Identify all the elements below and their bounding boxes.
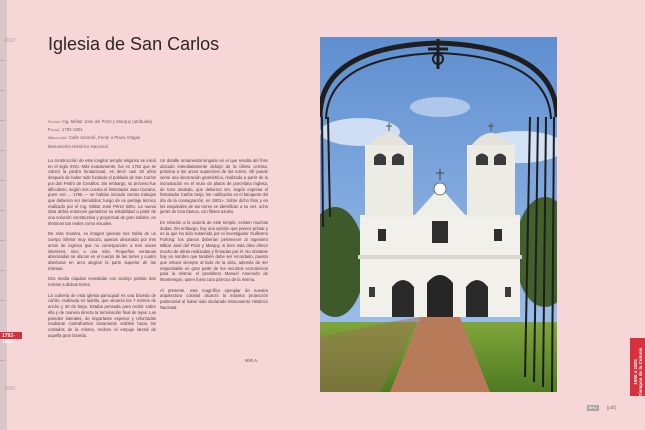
timeline-tick (0, 210, 5, 211)
author-signature: W.R.A. (245, 358, 259, 363)
timeline-tick (0, 90, 5, 91)
publisher-badge: BHU (588, 405, 598, 410)
paragraph: Dos media cúpulas revestidas con azulejo partido dan remate a dichas torres. (48, 276, 156, 288)
left-tower (365, 145, 413, 217)
meta-status: Monumento Histórico Nacional (48, 143, 108, 149)
tower-window (476, 154, 488, 166)
facade-window (494, 229, 502, 241)
meta-location-value: Calle Sarandí, frente a Plaza Artigas (68, 135, 141, 141)
meta-author-label: Autor: (48, 119, 62, 124)
tower-window (374, 154, 386, 166)
page-title: Iglesia de San Carlos (48, 34, 220, 54)
side-door (466, 280, 488, 317)
side-tab-period: 1680 a 1825 (633, 359, 638, 385)
timeline-active-period: 1792-1801 (2, 333, 15, 345)
paragraph: Un detalle ornamental singular es el que resulta del friso ubicado inmediatamente debajo de la última cornisa, próxima a los arcos superiores de las torres. Allí puede verse una decoración geométrica, realizada a partir de la incrustación en el muro de platos de porcelana inglesa, de tono azulado, que debieron ser, según expresa el historiador Carlos Seijo, los «utilizados en el banquete del día de la consagración, en 1801». Sobre dicho friso y en los esquinales de las torres se identifican a su vez, ocho jarras de loza blanca, con filetes azules. (160, 158, 268, 215)
tower-window (392, 154, 404, 166)
meta-author-value: Ing. Militar José del Pozo y Marquy (atribuida) (62, 119, 153, 124)
body-column-1 (48, 158, 156, 343)
timeline-strip (0, 0, 24, 430)
meta-date (48, 126, 248, 134)
timeline-tick (0, 180, 5, 181)
side-tab-label (633, 343, 643, 401)
cloud (410, 97, 470, 117)
meta-date-label: Fecha: (48, 127, 61, 133)
paragraph: La construcción de este longitar templo religioso se inició en el siglo XVIII. Más exactamente, fue en 1792 que se colocó la piedra fundacional, es decir casi 30 años después de haber sido fundado el poblado de San Carlos por don Pedro de Cevallos. Sin embargo, su proceso fue dificultoso, según nos cuenta el historiador Juan Ciurana, pues «en ... 1795 — se habían iniciado ciertos trabajos que debieron ser demolidos; luego de un peritaje técnico realizado por el Ing. Militar José Pérez Brito. La nueva obra debía entonces garantizar su estabilidad a partir de una solución constructiva y proyectual de gran solidez, en términos tan reales como visuales. (48, 158, 156, 226)
timeline-tick (0, 300, 5, 301)
timeline-tick (0, 60, 5, 61)
small-window (505, 287, 511, 297)
timeline-tick (0, 270, 5, 271)
gate-bar (322, 117, 323, 227)
timeline-year-top: 2012 (4, 38, 16, 44)
right-tower (467, 145, 515, 217)
meta-location-label: Ubicación: (48, 135, 68, 141)
side-tab-section: Tiempos de la Colonia (638, 347, 643, 397)
facade-window (378, 229, 386, 241)
main-door (427, 275, 453, 317)
side-door (392, 280, 414, 317)
article-metadata (48, 118, 248, 151)
meta-author (48, 118, 248, 126)
body-column-2 (160, 158, 268, 316)
timeline-tick (0, 120, 5, 121)
meta-date-value: 1792-1801 (61, 127, 83, 133)
clock (434, 183, 446, 195)
church-photo (320, 37, 557, 392)
timeline-tick (0, 150, 5, 151)
timeline-tick (0, 240, 5, 241)
paragraph: Al presente, este magnífico ejemplar de nuestra arquitectura colonial alcanzó la máxima protección patrimonial al haber sido declarado Monumento Histórico Nacional. (160, 287, 268, 310)
facade-window (432, 221, 448, 243)
paragraph: En relación a la autoría de este templo, existen muchas dudas. Sin embargo, hay una opinión que parece primar y es la que ha sido sostenida por el investigador Guillermo Furlong: los planos deberían pertenecer al Ingeniero Militar José del Pozo y Marquy, si bien esta obra ofrece mucho de obras realizadas y firmadas por él. No obstante hay un nombre que también debe ser recordado, puesto que estuvo siempre al lado de la obra, además de ser responsable en gran parte de los recursos económicos para la misma: el presbítero Manuel Amenedo de Montenegro, quien fuera cura párroco de la misma. (160, 220, 268, 283)
tower-window (494, 154, 506, 166)
section-side-tab[interactable] (630, 338, 645, 396)
timeline-tick (0, 360, 5, 361)
small-window (369, 287, 375, 297)
paragraph: La cubierta de esta iglesia parroquial es una bóveda de cañón, realizada en ladrillo, que alcanza los 7 metros de ancho y 30 de largo. Estaba pensada para recibir sobre ella y de manera directa la terminación final de tejas. Las paredes laterales, de importante espesor y reforzadas mediante contrafuertes claramente visibles hacia los costados de la misma, reciben el empuje lateral de aquella gran bóveda. (48, 292, 156, 338)
meta-location (48, 134, 248, 142)
pdf-link[interactable]: [pdf] (607, 405, 616, 410)
cornice (358, 255, 522, 259)
paragraph: De esta manera, su imagen general nos habla de un cuerpo inferior muy macizo, apenas alivianado por tres arcos de ingreso que no corresponden a tres naves interiores, sino a una sola. Pequeñas ventanas abocinadas se ubican en el cuerpo de las torres y cuatro aberturas en arco alegran la parte superior de las mismas. (48, 231, 156, 271)
church-illustration (320, 37, 557, 392)
timeline-year-bottom: 1600 (4, 386, 16, 392)
